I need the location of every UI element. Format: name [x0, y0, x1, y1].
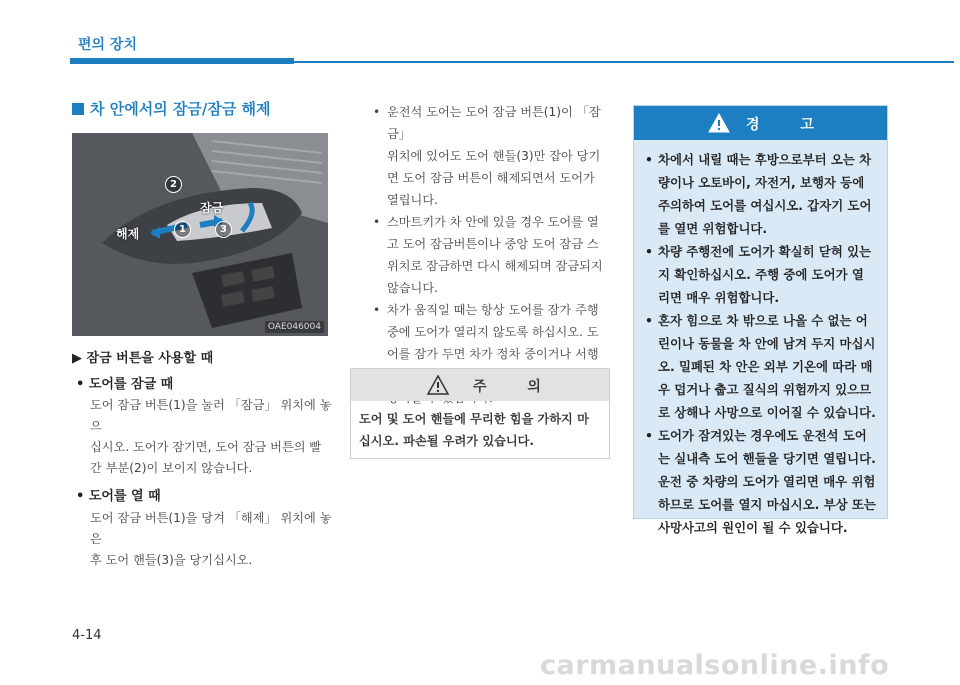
bullet-dot-icon: • — [373, 105, 381, 119]
notes-list — [371, 101, 617, 409]
caution-header — [351, 369, 609, 401]
text-line: 린이나 동물을 차 안에 남겨 두지 마십시 — [658, 336, 876, 351]
list-item — [644, 240, 882, 309]
warning-triangle-icon — [708, 113, 730, 133]
text-line: 도어 잠금 버튼(1)을 당겨 「해제」 위치에 놓은 — [90, 511, 332, 546]
watermark: carmanualsonline.info — [540, 650, 890, 681]
text-line: 를 열면 위험합니다. — [658, 221, 768, 236]
text-line: 열립니다. — [387, 193, 438, 207]
warning-title: 경 고 — [746, 117, 832, 133]
text-line: 사망사고의 원인이 될 수 있습니다. — [658, 520, 848, 535]
text-line: 면 도어 잠금 버튼이 해제되면서 도어가 — [387, 171, 595, 185]
text-line: 로 상해나 사망으로 이어질 수 있습니다. — [658, 405, 876, 420]
text-line: 주의하여 도어를 여십시오. 갑자기 도어 — [658, 198, 872, 213]
text-line: 어를 잠가 두면 차가 정차 중이거나 서행 — [387, 347, 599, 361]
header-rule-thin — [294, 61, 954, 63]
text-line: 우 덥거나 춥고 질식의 위험까지 있으므 — [658, 382, 872, 397]
bullet-dot-icon: • — [645, 428, 653, 443]
warning-list — [644, 148, 882, 539]
caution-text — [359, 408, 603, 452]
image-code: OAE046004 — [265, 321, 324, 333]
text-line: 차량 주행전에 도어가 확실히 닫혀 있는 — [658, 244, 872, 259]
text-line: 는 실내측 도어 핸들을 당기면 열립니다. — [658, 451, 876, 466]
warning-box — [633, 105, 888, 535]
caution-title: 주 의 — [473, 379, 559, 395]
section-title — [72, 98, 271, 119]
text-line: 간 부분(2)이 보이지 않습니다. — [90, 461, 253, 475]
text-line: 십시오. 파손될 우려가 있습니다. — [359, 434, 535, 448]
header-rule-thick — [70, 58, 294, 64]
caution-box — [350, 368, 610, 459]
text-line: 도어 잠금 버튼(1)을 눌러 「잠금」 위치에 놓으 — [90, 398, 332, 433]
list-item — [371, 101, 617, 211]
text-line: 차에서 내릴 때는 후방으로부터 오는 차 — [658, 152, 872, 167]
text-line: 중에 도어가 열리지 않도록 하십시오. 도 — [387, 325, 599, 339]
list-item — [644, 148, 882, 240]
text-line: 위치에 있어도 도어 핸들(3)만 잡아 당기 — [387, 149, 601, 163]
callout-number-3: 3 — [215, 221, 232, 238]
text-line: 차가 움직일 때는 항상 도어를 잠가 주행 — [387, 303, 599, 317]
callout-unlock: 해제 — [116, 227, 140, 241]
text-line: 고 도어 잠금버튼이나 중앙 도어 잠금 스 — [387, 237, 599, 251]
text-line: 지 확인하십시오. 주행 중에 도어가 열 — [658, 267, 864, 282]
bullet-dot-icon: • — [645, 152, 653, 167]
text-line: 않습니다. — [387, 281, 438, 295]
bullet-dot-icon: • — [645, 313, 653, 328]
warning-triangle-icon — [427, 375, 449, 395]
bullet-dot-icon: • — [373, 303, 381, 317]
warning-header — [634, 106, 887, 140]
door-lock-photo — [72, 133, 328, 336]
list-item — [644, 424, 882, 539]
lock-heading: • 도어를 잠글 때 — [76, 377, 174, 392]
sub-heading: ▶ 잠금 버튼을 사용할 때 — [72, 351, 214, 366]
text-line: 운전 중 차량의 도어가 열리면 매우 위험 — [658, 474, 876, 489]
callout-number-1: 1 — [174, 221, 191, 238]
open-heading: • 도어를 열 때 — [76, 489, 161, 504]
text-line: 혼자 힘으로 차 밖으로 나올 수 없는 어 — [658, 313, 868, 328]
text-line: 리면 매우 위험합니다. — [658, 290, 780, 305]
text-line: 운전석 도어는 도어 잠금 버튼(1)이 「잠금」 — [387, 105, 601, 141]
text-line: 스마트키가 차 안에 있을 경우 도어를 열 — [387, 215, 599, 229]
text-line: 후 도어 핸들(3)을 당기십시오. — [90, 553, 253, 567]
callout-lock: 잠금 — [200, 201, 224, 215]
section-title-text: 차 안에서의 잠금/잠금 해제 — [90, 100, 271, 118]
open-paragraph — [90, 508, 335, 571]
text-line: 도어 및 도어 핸들에 무리한 힘을 가하지 마 — [359, 412, 589, 426]
square-bullet-icon — [72, 103, 84, 115]
header-title: 편의 장치 — [78, 37, 137, 53]
door-panel-illustration — [72, 133, 328, 336]
text-line: 량이나 오토바이, 자전거, 보행자 등에 — [658, 175, 865, 190]
text-line: 도어가 잠겨있는 경우에도 운전석 도어 — [658, 428, 867, 443]
page-number: 4-14 — [72, 628, 102, 643]
list-item — [371, 211, 617, 299]
text-line: 하므로 도어를 열지 마십시오. 부상 또는 — [658, 497, 876, 512]
lock-paragraph — [90, 395, 335, 479]
list-item — [644, 309, 882, 424]
text-line: 십시오. 도어가 잠기면, 도어 잠금 버튼의 빨 — [90, 440, 322, 454]
bullet-dot-icon: • — [645, 244, 653, 259]
text-line: 오. 밀폐된 차 안은 외부 기온에 따라 매 — [658, 359, 873, 374]
text-line: 위치로 잠금하면 다시 해제되며 잠금되지 — [387, 259, 603, 273]
callout-number-2: 2 — [165, 176, 182, 193]
bullet-dot-icon: • — [373, 215, 381, 229]
